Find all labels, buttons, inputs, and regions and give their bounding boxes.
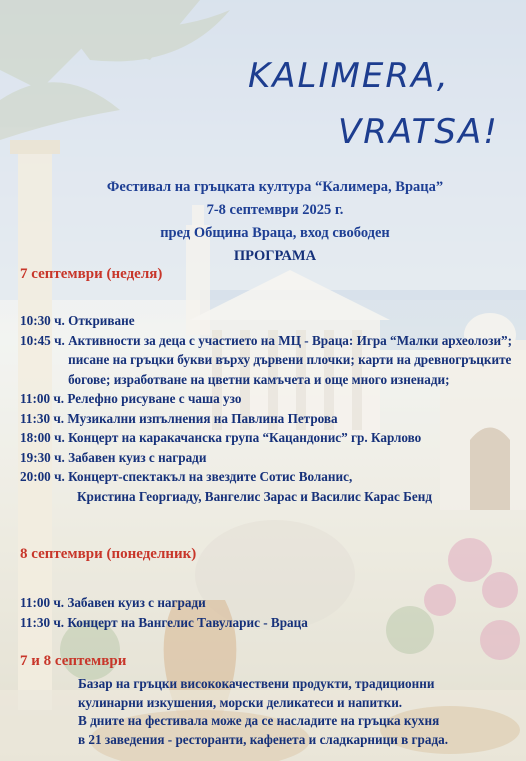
event-continuation: Кристина Георгиаду, Вангелис Зарас и Василис Карас Бенд [77,488,433,504]
event-time: 11:00 ч. [20,391,68,406]
event-time: 11:30 ч. [20,614,68,630]
event-text: Забавен куиз с награди [67,595,206,610]
schedule-item [20,448,520,468]
event-text: Откриване [68,313,135,328]
description-line: Базар на гръцки висококачествени продукти, традиционни [78,676,435,691]
event-time: 11:30 ч. [20,410,68,426]
event-text: Концерт-спектакъл на звездите Сотис Воланис, [68,469,353,484]
festival-dates: 7-8 септември 2025 г. [206,202,344,218]
event-text: Музикални изпълнения на Павлина Петрова [67,410,338,426]
festival-title [248,48,499,160]
event-text: Забавен куиз с награди [68,449,207,465]
schedule-item [20,428,520,448]
description-line: в 21 заведения - ресторанти, кафенета и сладкарници в града. [78,731,449,747]
schedule-item [20,467,520,487]
schedule-item [20,331,520,390]
event-time: 19:30 ч. [20,449,69,465]
day2-heading: 8 септември (понеделник) [20,546,197,562]
description-line: кулинарни изкушения, морски деликатеси и напитки. [78,694,403,710]
day1-heading: 7 септември (неделя) [20,266,163,282]
festival-name: Фестивал на гръцката култура “Калимера, Враца” [106,179,444,195]
description-line: В дните на фестивала може да се насладите на гръцка кухня [78,713,440,728]
event-text: Релефно рисуване с чаша узо [67,391,242,406]
event-time: 18:00 ч. [20,430,69,445]
festival-location: пред Община Враца, вход свободен [160,225,390,241]
event-time: 20:00 ч. [20,469,69,484]
festival-info [40,176,510,268]
schedule-item [20,311,520,331]
event-text: Активности за деца с участието на МЦ - Враца: Игра “Малки археолози”; писане на гръцки букви върху дървени плочки; карти на древногръцките богове; изработване на цветни камъчета и още много изненади; [68,332,513,387]
schedule-item [20,389,520,409]
event-text: Концерт на каракачанска група “Кацандонис” гр. Карлово [68,430,422,445]
schedule-item [20,613,520,633]
day2-schedule [20,593,520,632]
schedule-item [20,593,520,613]
event-time: 11:00 ч. [20,595,68,610]
event-text: Концерт на Вангелис Тавуларис - Враца [67,614,308,630]
title-line-2: VRATSA! [338,112,499,152]
event-time: 10:30 ч. [20,313,69,328]
schedule-item [20,409,520,429]
both-days-heading: 7 и 8 септември [20,653,127,669]
event-time: 10:45 ч. [20,332,69,348]
title-line-1: KALIMERA, [248,56,450,96]
day1-schedule [20,311,520,506]
program-heading: ПРОГРАМА [233,248,317,264]
both-days-description [78,675,518,749]
